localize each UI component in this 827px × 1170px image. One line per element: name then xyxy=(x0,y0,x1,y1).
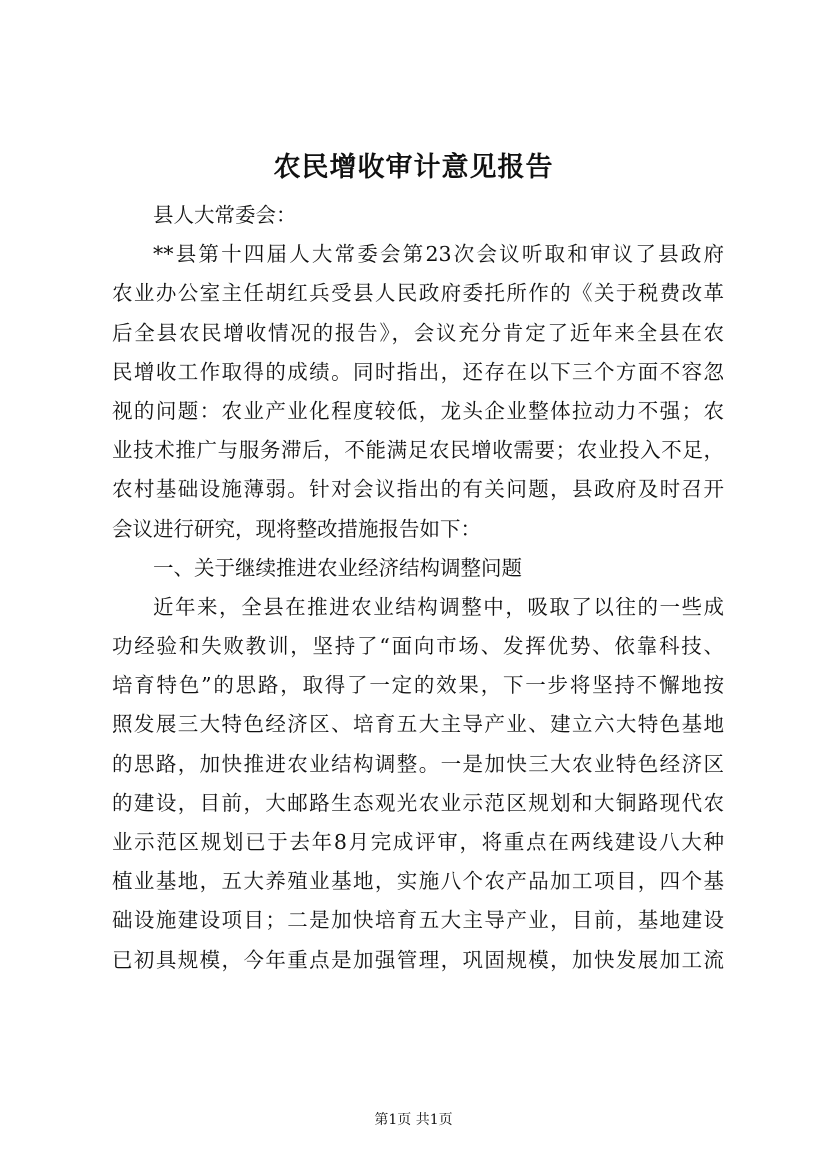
body-line: 培育特色”的思路，取得了一定的效果，下一步将坚持不懈地按 xyxy=(112,673,724,698)
body-line: 农村基础设施薄弱。针对会议指出的有关问题，县政府及时召开 xyxy=(112,477,724,502)
document-title: 农民增收审计意见报告 xyxy=(273,152,554,183)
body-line: 业技术推广与服务滞后，不能满足农民增收需要；农业投入不足， xyxy=(112,438,724,463)
document-body xyxy=(112,196,724,980)
body-line: 已初具规模，今年重点是加强管理，巩固规模，加快发展加工流 xyxy=(112,947,724,972)
section-heading: 一、关于继续推进农业经济结构调整问题 xyxy=(153,555,522,580)
body-line: 视的问题：农业产业化程度较低，龙头企业整体拉动力不强；农 xyxy=(112,398,724,423)
body-line: 农业办公室主任胡红兵受县人民政府委托所作的《关于税费改革 xyxy=(112,281,724,306)
salutation: 县人大常委会： xyxy=(153,203,297,227)
body-line: 础设施建设项目；二是加快培育五大主导产业，目前，基地建设 xyxy=(112,908,724,933)
page-number: 第1页 共1页 xyxy=(374,1112,453,1128)
body-line: 会议进行研究，现将整改措施报告如下： xyxy=(112,516,481,541)
body-line: 的建设，目前，大邮路生态观光农业示范区规划和大铜路现代农 xyxy=(112,790,724,815)
body-line: 后全县农民增收情况的报告》，会议充分肯定了近年来全县在农 xyxy=(112,320,724,345)
body-line: 业示范区规划已于去年8月完成评审，将重点在两线建设八大种 xyxy=(112,830,724,854)
body-line: 功经验和失败教训，坚持了“面向市场、发挥优势、依靠科技、 xyxy=(112,634,724,659)
body-line: 植业基地，五大养殖业基地，实施八个农产品加工项目，四个基 xyxy=(112,869,724,894)
body-line: **县第十四届人大常委会第23次会议听取和审议了县政府 xyxy=(153,242,724,267)
body-line: 民增收工作取得的成绩。同时指出，还存在以下三个方面不容忽 xyxy=(112,359,724,384)
body-line: 的思路，加快推进农业结构调整。一是加快三大农业特色经济区 xyxy=(112,751,724,776)
body-line: 照发展三大特色经济区、培育五大主导产业、建立六大特色基地 xyxy=(112,712,724,737)
body-line: 近年来，全县在推进农业结构调整中，吸取了以往的一些成 xyxy=(153,594,724,619)
